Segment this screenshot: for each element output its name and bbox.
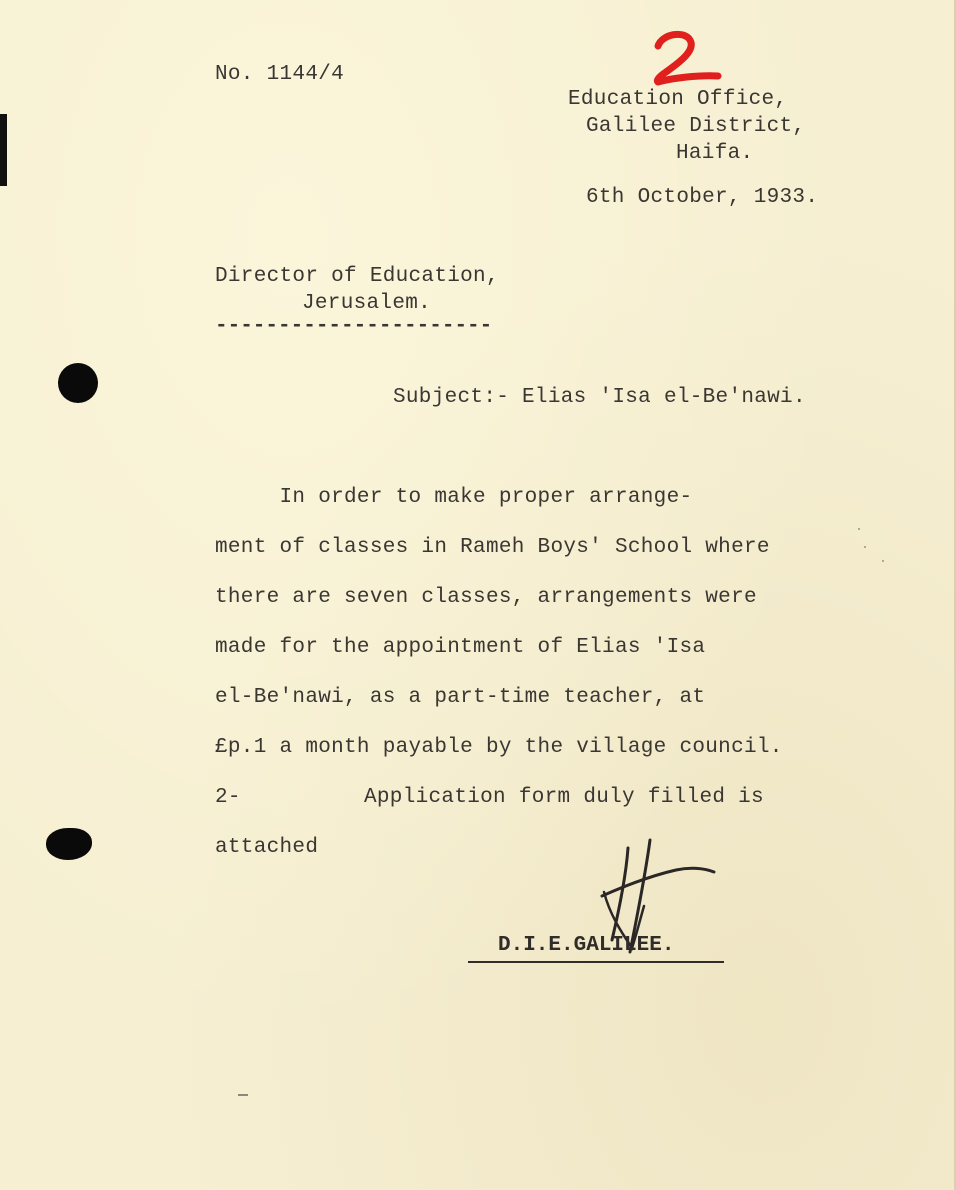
letter-date: 6th October, 1933.: [586, 186, 819, 209]
paper-smudge: [238, 1094, 248, 1096]
letter-subject: Subject:- Elias 'Isa el-Be'nawi.: [393, 386, 806, 409]
punch-hole-upper: [58, 363, 98, 403]
red-annotation-number: [640, 28, 730, 90]
recipient-line-1: Director of Education,: [215, 265, 499, 288]
recipient-line-2: Jerusalem.: [302, 292, 432, 315]
paragraph-2-text: Application form duly filled is: [364, 786, 764, 809]
body-line: ment of classes in Rameh Boys' School where: [215, 536, 770, 559]
scan-edge-mark: [0, 114, 7, 186]
punch-hole-lower: [46, 828, 92, 860]
signatory-underline: [468, 961, 724, 963]
signatory-name: D.I.E.GALILEE.: [498, 934, 675, 957]
body-line: el-Be'nawi, as a part-time teacher, at: [215, 686, 706, 709]
sender-address-line-1: Education Office,: [568, 88, 788, 111]
paragraph-2-number: 2-: [215, 786, 241, 809]
letter-reference-number: No. 1144/4: [215, 63, 345, 86]
signatory-block: [468, 934, 724, 964]
body-line: there are seven classes, arrangements were: [215, 586, 757, 609]
paragraph-2-end: attached: [215, 836, 319, 859]
body-line: £p.1 a month payable by the village council.: [215, 736, 783, 759]
sender-address-line-2: Galilee District,: [586, 115, 806, 138]
recipient-underline-rule: ----------------------: [215, 315, 493, 338]
body-line: In order to make proper arrange-: [215, 486, 693, 509]
paper-speck: [882, 560, 884, 562]
paper-speck: [858, 528, 860, 530]
sender-address-line-3: Haifa.: [676, 142, 754, 165]
paper-speck: [864, 546, 866, 548]
body-line: made for the appointment of Elias 'Isa: [215, 636, 706, 659]
